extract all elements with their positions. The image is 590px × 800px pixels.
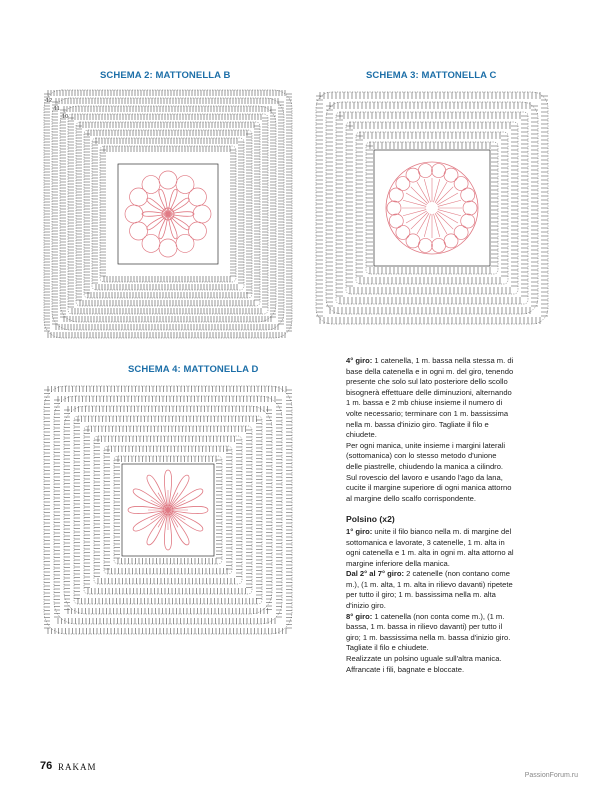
magazine-name: RAKAM	[58, 762, 97, 772]
polsino-title: Polsino (x2)	[346, 514, 395, 525]
giro4-label: 4° giro:	[346, 356, 373, 365]
stitch-row	[346, 122, 518, 294]
giro8-label: 8° giro:	[346, 611, 373, 621]
giro2-7-paragraph	[346, 569, 514, 611]
crochet-diagram-c	[312, 88, 552, 328]
arc-ring	[387, 164, 477, 253]
stitch-ring	[346, 122, 518, 294]
giro4-body: 1 catenella, 1 m. bassa nella stessa m. di base della catenella e in ogni m. del giro, tenendo presente che solo sul lato posteriore dello scollo bisognerà effettuare delle diminuzioni, alternando 1 m. bassa e 2 mb chiuse insieme il numero di volte necessario; terminare con 1 m. bassissima nella m. bassa d'inizio giro. Tagliate il filo e chiudete.	[346, 356, 514, 440]
giro4-paragraph	[346, 356, 514, 441]
watermark: PassionForum.ru	[524, 772, 578, 779]
scheme-c-title: SCHEMA 3: MATTONELLA C	[366, 70, 497, 81]
giro2-7-label: Dal 2° al 7° giro:	[346, 569, 404, 579]
crochet-diagram-d	[40, 382, 296, 638]
crochet-diagram-b	[40, 86, 296, 342]
spokes	[402, 178, 462, 238]
row-number-label: 11	[54, 106, 60, 112]
row-number-label: 10	[62, 114, 69, 120]
stitch-row	[336, 112, 528, 304]
manica-paragraph: Per ogni manica, unite insieme i margini laterali (sottomanica) con lo stesso metodo d'unione delle piastrelle, chiudendo la manica a cilindro. Sul rovescio del lavoro e usando l'ago da lana, cucite il margine superiore di ogni manica attorno al margine dello scalfo corrispondente.	[346, 440, 512, 503]
giro1-body: unite il filo bianco nella m. di margine del sottomanica e lavorate, 3 catenelle, 1 m. alta in ogni catenella e 1 m. alta in ogni m. alta attorno al margine inferiore della manica.	[346, 526, 514, 568]
stitch-row	[356, 132, 508, 284]
giro1-label: 1° giro:	[346, 526, 373, 536]
giro2-7-body: 2 catenelle (non contano come m.), (1 m. alta, 1 m. alta in rilievo davanti) ripetete per tutto il giro; 1 m. bassissima nella m. alta d'inizio giro.	[346, 569, 513, 611]
realizzate-paragraph: Realizzate un polsino uguale sull'altra manica.	[346, 654, 502, 664]
star-flower	[128, 470, 208, 550]
row-number-label: 12	[46, 98, 53, 104]
giro8-paragraph	[346, 612, 514, 654]
stitch-ring	[316, 92, 548, 324]
affrancate-paragraph: Affrancate i fili, bagnate e bloccate.	[346, 664, 465, 674]
stitch-ring	[336, 112, 528, 304]
flower-center	[142, 189, 194, 239]
scheme-d-title: SCHEMA 4: MATTONELLA D	[128, 364, 259, 375]
instructions-column	[346, 356, 514, 675]
page-number: 76	[40, 760, 53, 772]
stitch-ring	[356, 132, 508, 284]
giro8-body: 1 catenella (non conta come m.), (1 m. bassa, 1 m. bassa in rilievo davanti) per tutto il giro; 1 m. bassissima nella m. bassa d'inizio giro. Tagliate il filo e chiudete.	[346, 611, 511, 653]
stitch-row	[316, 92, 548, 324]
giro1-paragraph	[346, 527, 514, 569]
outer-circle	[386, 162, 478, 254]
scheme-b-title: SCHEMA 2: MATTONELLA B	[100, 70, 231, 81]
